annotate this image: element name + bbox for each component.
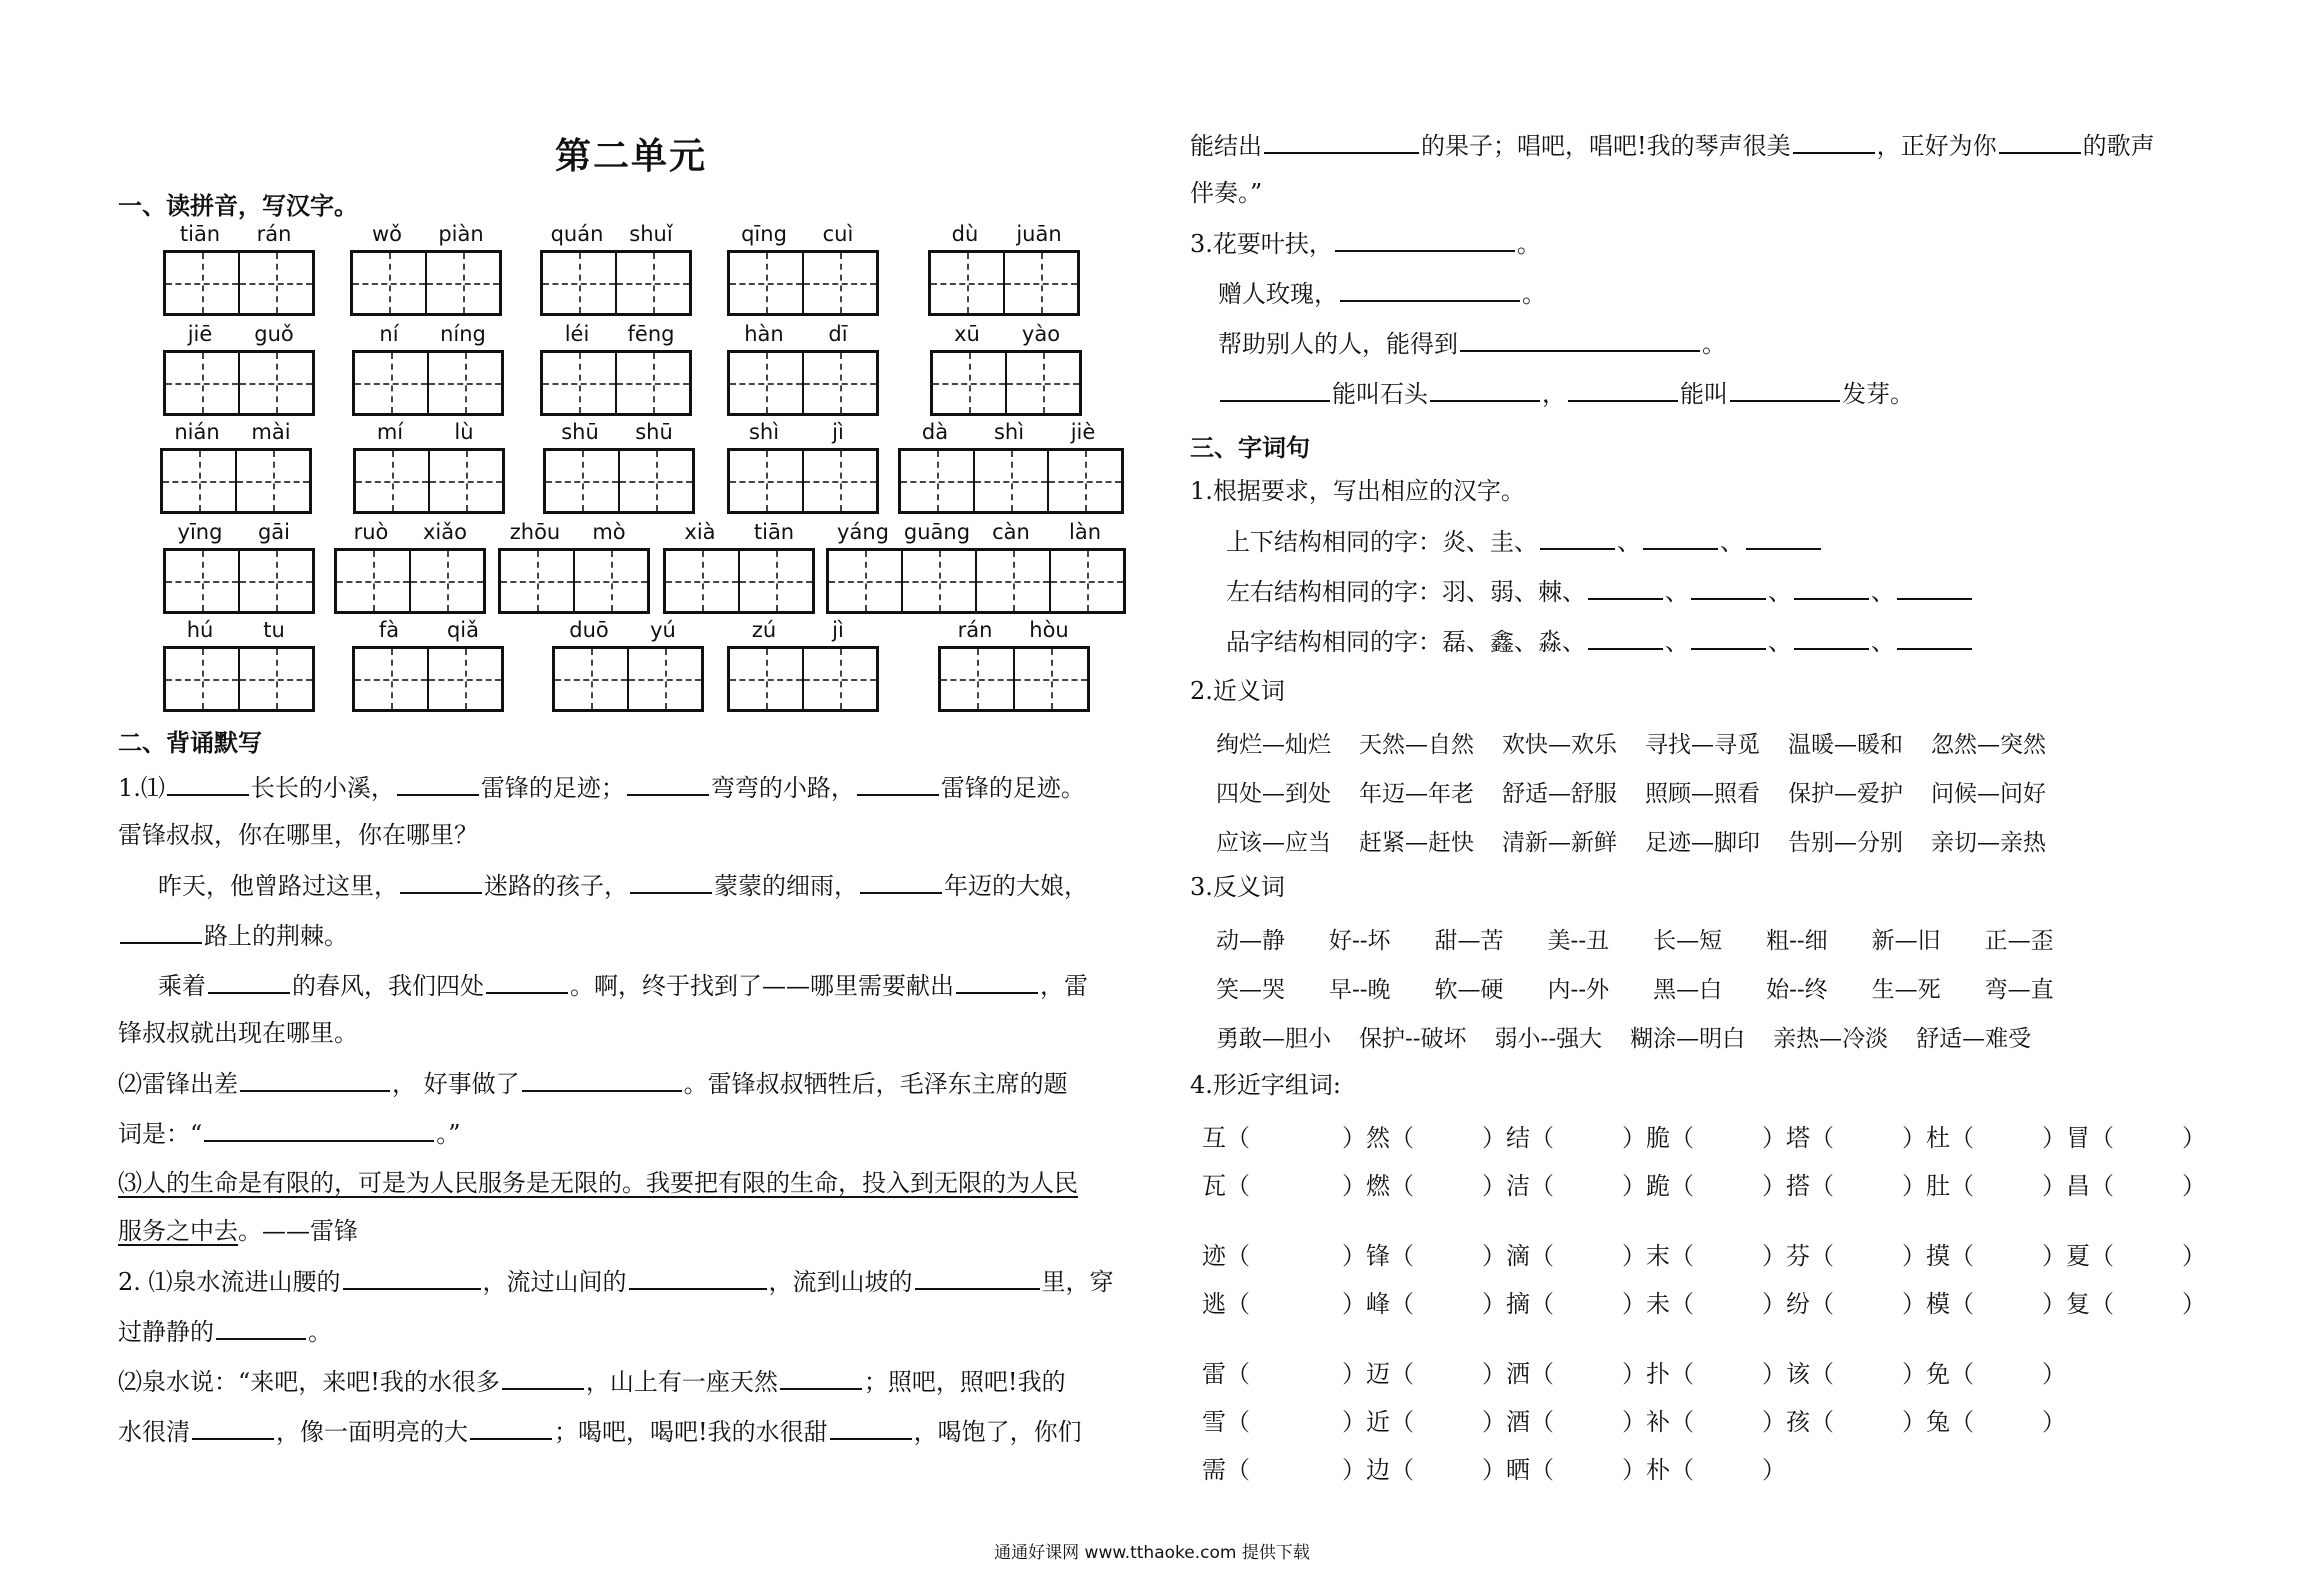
tian-zi-boxes[interactable] bbox=[826, 548, 1126, 614]
xingjin-cell: ）跪（ bbox=[1622, 1172, 1694, 1200]
zici-q1c: 品字结构相同的字：磊、鑫、淼、 、 、 、 bbox=[1226, 626, 1974, 657]
antonym-pair: 舒适—难受 bbox=[1916, 1026, 2032, 1052]
antonym-pair: 软—硬 bbox=[1434, 977, 1504, 1003]
tian-zi-box[interactable] bbox=[166, 253, 240, 313]
zici-q1b: 左右结构相同的字：羽、弱、棘、 、 、 、 bbox=[1226, 576, 1974, 607]
tian-zi-box[interactable] bbox=[430, 451, 502, 511]
synonym-pair: 年迈—年老 bbox=[1359, 781, 1474, 807]
xingjin-cell: ） bbox=[2182, 1242, 2206, 1270]
antonym-pair: 弱小--强大 bbox=[1494, 1026, 1603, 1052]
synonym-row bbox=[1216, 775, 2074, 808]
xingjin-cell: 需（ bbox=[1202, 1456, 1250, 1484]
pinyin-syllable: xià bbox=[684, 520, 716, 544]
pinyin-syllable: mài bbox=[251, 420, 291, 444]
synonym-pair: 应该—应当 bbox=[1216, 830, 1331, 856]
pinyin-syllable: jì bbox=[832, 618, 844, 642]
pinyin-syllable: juān bbox=[1016, 222, 1062, 246]
tian-zi-box[interactable] bbox=[829, 551, 903, 611]
xingjin-cell: ）酒（ bbox=[1482, 1408, 1554, 1436]
tian-zi-box[interactable] bbox=[804, 451, 876, 511]
tian-zi-box[interactable] bbox=[804, 353, 876, 413]
xingjin-cell: ）昌（ bbox=[2042, 1172, 2114, 1200]
xingjin-cell: ）纷（ bbox=[1762, 1290, 1834, 1318]
tian-zi-box[interactable] bbox=[666, 551, 740, 611]
synonym-pair: 四处—到处 bbox=[1216, 781, 1331, 807]
tian-zi-box[interactable] bbox=[429, 353, 501, 413]
zici-q1a: 上下结构相同的字：炎、圭、 、 、 bbox=[1226, 526, 1823, 557]
antonym-pair: 内--外 bbox=[1547, 977, 1610, 1003]
tian-zi-boxes[interactable] bbox=[552, 646, 704, 712]
tian-zi-box[interactable] bbox=[501, 551, 575, 611]
synonym-pair: 绚烂—灿烂 bbox=[1216, 732, 1331, 758]
right-line-5: 帮助别人的人，能得到 。 bbox=[1218, 330, 1726, 358]
tian-zi-box[interactable] bbox=[240, 551, 312, 611]
antonym-pair: 新—旧 bbox=[1871, 928, 1941, 954]
pinyin-syllable: càn bbox=[992, 520, 1030, 544]
pinyin-syllable: fà bbox=[378, 618, 400, 642]
pinyin-syllable: dī bbox=[828, 322, 848, 346]
xingjin-cell: ）摘（ bbox=[1482, 1290, 1554, 1318]
section1-heading: 一、读拼音，写汉字。 bbox=[118, 191, 358, 220]
xingjin-cell: ）洁（ bbox=[1482, 1172, 1554, 1200]
tian-zi-box[interactable] bbox=[804, 253, 876, 313]
antonym-pair: 长—短 bbox=[1653, 928, 1723, 954]
pinyin-syllable: gāi bbox=[257, 520, 291, 544]
pinyin-syllable: shū bbox=[635, 420, 673, 444]
tian-zi-boxes[interactable] bbox=[938, 646, 1090, 712]
pinyin-syllable: shū bbox=[561, 420, 599, 444]
right-line-2: 伴奏。” bbox=[1190, 179, 1263, 207]
xingjin-cell: ）复（ bbox=[2042, 1290, 2114, 1318]
xingjin-heading: 4.形近字组词: bbox=[1190, 1071, 1341, 1099]
pinyin-syllable: guǒ bbox=[254, 322, 294, 346]
tian-zi-box[interactable] bbox=[941, 649, 1015, 709]
antonym-pair: 始--终 bbox=[1766, 977, 1828, 1003]
antonym-pair: 黑—白 bbox=[1653, 977, 1723, 1003]
pinyin-syllable: hòu bbox=[1029, 618, 1069, 642]
xingjin-cell: ）峰（ bbox=[1342, 1290, 1414, 1318]
xingjin-cell: ）孩（ bbox=[1762, 1408, 1834, 1436]
antonym-pair: 笑—哭 bbox=[1216, 977, 1285, 1003]
antonym-pair: 美--丑 bbox=[1547, 928, 1610, 954]
tian-zi-box[interactable] bbox=[543, 253, 617, 313]
pinyin-syllable: yú bbox=[650, 618, 676, 642]
xingjin-cell: ）脆（ bbox=[1622, 1124, 1694, 1152]
tian-zi-box[interactable] bbox=[356, 451, 430, 511]
tian-zi-box[interactable] bbox=[240, 353, 312, 413]
pinyin-syllable: léi bbox=[564, 322, 590, 346]
antonym-pair: 粗--细 bbox=[1766, 928, 1828, 954]
tian-zi-box[interactable] bbox=[975, 451, 1049, 511]
xingjin-cell: ） bbox=[2182, 1290, 2206, 1318]
pinyin-syllable: mò bbox=[592, 520, 626, 544]
pinyin-syllable: tiān bbox=[753, 520, 795, 544]
pinyin-syllable: dà bbox=[921, 420, 949, 444]
page-title: 第二单元 bbox=[555, 135, 708, 177]
xingjin-cell: ） bbox=[1762, 1456, 1786, 1484]
pinyin-syllable: rán bbox=[957, 618, 993, 642]
recite-line-10: 服务之中去。——雷锋 bbox=[118, 1217, 358, 1245]
xingjin-cell: ）塔（ bbox=[1762, 1124, 1834, 1152]
synonym-pair: 问候—问好 bbox=[1931, 781, 2046, 807]
pinyin-syllable: zhōu bbox=[509, 520, 561, 544]
tian-zi-box[interactable] bbox=[575, 551, 647, 611]
tian-zi-box[interactable] bbox=[931, 253, 1005, 313]
recite-line-1: 1.⑴ 长长的小溪， 雷锋的足迹； 弯弯的小路， 雷锋的足迹。 bbox=[118, 774, 1085, 802]
tian-zi-box[interactable] bbox=[240, 649, 312, 709]
pinyin-syllable: shì bbox=[748, 420, 780, 444]
tian-zi-box[interactable] bbox=[730, 451, 804, 511]
tian-zi-boxes[interactable] bbox=[163, 646, 315, 712]
recite-line-11: 2. ⑴泉水流进山腰的 ，流过山间的 ，流到山坡的 里，穿 bbox=[118, 1268, 1114, 1296]
pinyin-syllable: xiǎo bbox=[423, 520, 467, 544]
tian-zi-box[interactable] bbox=[240, 253, 312, 313]
antonym-pair: 好--坏 bbox=[1329, 928, 1391, 954]
recite-line-3: 昨天，他曾路过这里， 迷路的孩子， 蒙蒙的细雨， 年迈的大娘， bbox=[158, 872, 1088, 900]
tian-zi-box[interactable] bbox=[1007, 353, 1079, 413]
tian-zi-box[interactable] bbox=[804, 649, 876, 709]
zici-q1: 1.根据要求，写出相应的汉字。 bbox=[1190, 477, 1525, 505]
tian-zi-box[interactable] bbox=[555, 649, 629, 709]
tian-zi-box[interactable] bbox=[730, 353, 804, 413]
tian-zi-box[interactable] bbox=[730, 649, 804, 709]
tian-zi-box[interactable] bbox=[166, 551, 240, 611]
tian-zi-box[interactable] bbox=[1005, 253, 1077, 313]
pinyin-syllable: jiè bbox=[1070, 420, 1096, 444]
xingjin-cell: ）末（ bbox=[1622, 1242, 1694, 1270]
antonym-pair: 动—静 bbox=[1216, 928, 1285, 954]
xingjin-cell: ）兔（ bbox=[1902, 1408, 1974, 1436]
pinyin-syllable: tiān bbox=[179, 222, 221, 246]
xingjin-cell: ）夏（ bbox=[2042, 1242, 2114, 1270]
tian-zi-boxes[interactable] bbox=[160, 448, 312, 514]
tian-zi-boxes[interactable] bbox=[352, 350, 504, 416]
tian-zi-box[interactable] bbox=[355, 353, 429, 413]
pinyin-syllable: fēng bbox=[627, 322, 675, 346]
xingjin-cell: 瓦（ bbox=[1202, 1172, 1250, 1200]
pinyin-syllable: jì bbox=[832, 420, 844, 444]
tian-zi-box[interactable] bbox=[543, 353, 617, 413]
pinyin-syllable: yào bbox=[1021, 322, 1061, 346]
xingjin-cell: ） bbox=[2182, 1172, 2206, 1200]
tian-zi-box[interactable] bbox=[730, 253, 804, 313]
antonym-pair: 糊涂—明白 bbox=[1630, 1026, 1746, 1052]
tian-zi-box[interactable] bbox=[546, 451, 620, 511]
pinyin-syllable: shuǐ bbox=[629, 222, 673, 246]
xingjin-cell: ）肚（ bbox=[1902, 1172, 1974, 1200]
tian-zi-boxes[interactable] bbox=[352, 646, 504, 712]
pinyin-syllable: rán bbox=[256, 222, 292, 246]
pinyin-syllable: quán bbox=[550, 222, 604, 246]
pinyin-syllable: shì bbox=[993, 420, 1025, 444]
synonym-pair: 足迹—脚印 bbox=[1645, 830, 1760, 856]
xingjin-cell: ）结（ bbox=[1482, 1124, 1554, 1152]
synonym-pair: 赶紧—赶快 bbox=[1359, 830, 1474, 856]
pinyin-syllable: guāng bbox=[903, 520, 971, 544]
tian-zi-box[interactable] bbox=[429, 649, 501, 709]
tian-zi-box[interactable] bbox=[427, 253, 499, 313]
synonym-pair: 天然—自然 bbox=[1359, 732, 1474, 758]
recite-line-8: 词是：“ 。” bbox=[118, 1120, 461, 1148]
tian-zi-boxes[interactable] bbox=[353, 448, 505, 514]
antonym-pair: 生—死 bbox=[1871, 977, 1941, 1003]
synonym-row bbox=[1216, 824, 2074, 857]
recite-line-9: ⑶人的生命是有限的，可是为人民服务是无限的。我要把有限的生命，投入到无限的为人民 bbox=[118, 1169, 1078, 1197]
recite-line-7: ⑵雷锋出差 ， 好事做了 。雷锋叔叔牺牲后，毛泽东主席的题 bbox=[118, 1070, 1068, 1098]
tian-zi-box[interactable] bbox=[620, 451, 692, 511]
xingjin-cell: ）近（ bbox=[1342, 1408, 1414, 1436]
tian-zi-box[interactable] bbox=[163, 451, 237, 511]
xingjin-row bbox=[1202, 1236, 2304, 1271]
xingjin-cell: ）搭（ bbox=[1762, 1172, 1834, 1200]
xingjin-row bbox=[1202, 1450, 1902, 1485]
xingjin-cell: ）该（ bbox=[1762, 1360, 1834, 1388]
tian-zi-boxes[interactable] bbox=[163, 548, 315, 614]
xingjin-cell: ）摸（ bbox=[1902, 1242, 1974, 1270]
pinyin-syllable: zú bbox=[751, 618, 777, 642]
xingjin-cell: ）洒（ bbox=[1482, 1360, 1554, 1388]
antonym-heading: 3.反义词 bbox=[1190, 873, 1285, 901]
tian-zi-boxes[interactable] bbox=[163, 350, 315, 416]
xingjin-cell: ）燃（ bbox=[1342, 1172, 1414, 1200]
right-line-6: 能叫石头 ， 能叫 发芽。 bbox=[1218, 378, 1914, 409]
tian-zi-boxes[interactable] bbox=[498, 548, 650, 614]
pinyin-syllable: hú bbox=[186, 618, 214, 642]
synonym-pair: 欢快—欢乐 bbox=[1502, 732, 1617, 758]
tian-zi-box[interactable] bbox=[166, 649, 240, 709]
tian-zi-box[interactable] bbox=[629, 649, 701, 709]
tian-zi-box[interactable] bbox=[166, 353, 240, 413]
synonym-pair: 清新—新鲜 bbox=[1502, 830, 1617, 856]
antonym-row bbox=[1216, 922, 2098, 955]
tian-zi-box[interactable] bbox=[977, 551, 1051, 611]
xingjin-cell: ）冒（ bbox=[2042, 1124, 2114, 1152]
xingjin-cell: ）未（ bbox=[1622, 1290, 1694, 1318]
xingjin-cell: ） bbox=[2042, 1360, 2066, 1388]
pinyin-syllable: hàn bbox=[744, 322, 784, 346]
xingjin-cell: ）杜（ bbox=[1902, 1124, 1974, 1152]
xingjin-cell: ）模（ bbox=[1902, 1290, 1974, 1318]
antonym-pair: 亲热—冷淡 bbox=[1773, 1026, 1889, 1052]
pinyin-syllable: ruò bbox=[353, 520, 389, 544]
pinyin-syllable: ní bbox=[379, 322, 399, 346]
synonym-pair: 忽然—突然 bbox=[1931, 732, 2046, 758]
tian-zi-box[interactable] bbox=[411, 551, 483, 611]
tian-zi-boxes[interactable] bbox=[540, 250, 692, 316]
right-line-3: 3.花要叶扶， 。 bbox=[1190, 230, 1541, 258]
recite-line-5: 乘着 的春风，我们四处 。啊，终于找到了——哪里需要献出 ，雷 bbox=[158, 972, 1088, 1000]
pinyin-syllable: duō bbox=[569, 618, 609, 642]
tian-zi-boxes[interactable] bbox=[163, 250, 315, 316]
synonym-pair: 寻找—寻觅 bbox=[1645, 732, 1760, 758]
section2-heading: 二、背诵默写 bbox=[118, 728, 262, 757]
pinyin-syllable: mí bbox=[376, 420, 404, 444]
xingjin-cell: ） bbox=[2182, 1124, 2206, 1152]
xingjin-cell: ）锋（ bbox=[1342, 1242, 1414, 1270]
tian-zi-boxes[interactable] bbox=[540, 350, 692, 416]
tian-zi-boxes[interactable] bbox=[543, 448, 695, 514]
pinyin-syllable: dù bbox=[951, 222, 979, 246]
xingjin-row bbox=[1202, 1166, 2304, 1201]
pinyin-syllable: yīng bbox=[177, 520, 223, 544]
synonym-pair: 舒适—舒服 bbox=[1502, 781, 1617, 807]
tian-zi-box[interactable] bbox=[617, 353, 689, 413]
xingjin-row bbox=[1202, 1118, 2304, 1153]
xingjin-cell: ）然（ bbox=[1342, 1124, 1414, 1152]
xingjin-row bbox=[1202, 1354, 2182, 1389]
tian-zi-box[interactable] bbox=[1049, 451, 1121, 511]
pinyin-syllable: piàn bbox=[438, 222, 484, 246]
tian-zi-box[interactable] bbox=[353, 253, 427, 313]
pinyin-syllable: qīng bbox=[741, 222, 787, 246]
antonym-pair: 甜—苦 bbox=[1434, 928, 1504, 954]
xingjin-row bbox=[1202, 1402, 2182, 1437]
pinyin-syllable: xū bbox=[954, 322, 980, 346]
pinyin-syllable: jiē bbox=[187, 322, 213, 346]
xingjin-cell: ）芬（ bbox=[1762, 1242, 1834, 1270]
antonym-pair: 正—歪 bbox=[1984, 928, 2054, 954]
recite-line-4: 路上的荆棘。 bbox=[118, 920, 348, 951]
tian-zi-boxes[interactable] bbox=[334, 548, 486, 614]
pinyin-syllable: wǒ bbox=[371, 222, 403, 246]
synonym-pair: 告别—分别 bbox=[1788, 830, 1903, 856]
tian-zi-boxes[interactable] bbox=[898, 448, 1124, 514]
tian-zi-box[interactable] bbox=[1015, 649, 1087, 709]
xingjin-cell: ）迈（ bbox=[1342, 1360, 1414, 1388]
tian-zi-box[interactable] bbox=[901, 451, 975, 511]
tian-zi-boxes[interactable] bbox=[727, 250, 879, 316]
synonym-pair: 照顾—照看 bbox=[1645, 781, 1760, 807]
xingjin-cell: ）晒（ bbox=[1482, 1456, 1554, 1484]
tian-zi-box[interactable] bbox=[903, 551, 977, 611]
synonym-pair: 温暖—暖和 bbox=[1788, 732, 1903, 758]
xingjin-row bbox=[1202, 1284, 2304, 1319]
section3-heading: 三、字词句 bbox=[1190, 433, 1310, 462]
antonym-pair: 勇敢—胆小 bbox=[1216, 1026, 1331, 1052]
tian-zi-box[interactable] bbox=[617, 253, 689, 313]
tian-zi-box[interactable] bbox=[933, 353, 1007, 413]
pinyin-syllable: tu bbox=[263, 618, 285, 642]
recite-line-6: 锋叔叔就出现在哪里。 bbox=[118, 1019, 358, 1047]
antonym-pair: 保护--破坏 bbox=[1359, 1026, 1467, 1052]
recite-line-12: 过静静的 。 bbox=[118, 1318, 332, 1346]
xingjin-cell: ）边（ bbox=[1342, 1456, 1414, 1484]
tian-zi-boxes[interactable] bbox=[727, 646, 879, 712]
recite-line-13: ⑵泉水说：“来吧，来吧!我的水很多 ，山上有一座天然 ；照吧，照吧!我的 bbox=[118, 1368, 1066, 1396]
right-line-4: 赠人玫瑰， 。 bbox=[1218, 280, 1546, 308]
xingjin-cell: 雪（ bbox=[1202, 1408, 1250, 1436]
antonym-pair: 弯—直 bbox=[1984, 977, 2054, 1003]
xingjin-cell: 迹（ bbox=[1202, 1242, 1250, 1270]
tian-zi-box[interactable] bbox=[355, 649, 429, 709]
xingjin-cell: ） bbox=[2042, 1408, 2066, 1436]
pinyin-syllable: nián bbox=[174, 420, 220, 444]
tian-zi-boxes[interactable] bbox=[727, 350, 879, 416]
synonym-heading: 2.近义词 bbox=[1190, 677, 1285, 705]
xingjin-cell: ）扑（ bbox=[1622, 1360, 1694, 1388]
xingjin-cell: 互（ bbox=[1202, 1124, 1250, 1152]
xingjin-cell: ）朴（ bbox=[1622, 1456, 1694, 1484]
pinyin-syllable: qiǎ bbox=[446, 618, 480, 642]
pinyin-syllable: làn bbox=[1068, 520, 1101, 544]
antonym-pair: 早--晚 bbox=[1329, 977, 1391, 1003]
pinyin-syllable: yáng bbox=[837, 520, 889, 544]
xingjin-cell: ）滴（ bbox=[1482, 1242, 1554, 1270]
tian-zi-box[interactable] bbox=[237, 451, 309, 511]
recite-line-14: 水很清 ，像一面明亮的大 ；喝吧，喝吧!我的水很甜 ，喝饱了，你们 bbox=[118, 1418, 1082, 1446]
xingjin-cell: ）补（ bbox=[1622, 1408, 1694, 1436]
right-line-1: 能结出 的果子；唱吧，唱吧!我的琴声很美 ，正好为你 的歌声 bbox=[1190, 132, 2155, 160]
tian-zi-boxes[interactable] bbox=[663, 548, 815, 614]
synonym-pair: 亲切—亲热 bbox=[1931, 830, 2046, 856]
xingjin-cell: 逃（ bbox=[1202, 1290, 1250, 1318]
tian-zi-boxes[interactable] bbox=[928, 250, 1080, 316]
tian-zi-boxes[interactable] bbox=[930, 350, 1082, 416]
synonym-pair: 保护—爱护 bbox=[1788, 781, 1903, 807]
xingjin-cell: 雷（ bbox=[1202, 1360, 1250, 1388]
pinyin-syllable: cuì bbox=[822, 222, 854, 246]
tian-zi-box[interactable] bbox=[1051, 551, 1123, 611]
tian-zi-boxes[interactable] bbox=[727, 448, 879, 514]
tian-zi-box[interactable] bbox=[337, 551, 411, 611]
antonym-row bbox=[1216, 971, 2098, 1004]
antonym-row bbox=[1216, 1020, 2059, 1053]
xingjin-cell: ）免（ bbox=[1902, 1360, 1974, 1388]
tian-zi-box[interactable] bbox=[740, 551, 812, 611]
tian-zi-boxes[interactable] bbox=[350, 250, 502, 316]
pinyin-syllable: níng bbox=[440, 322, 486, 346]
synonym-row bbox=[1216, 726, 2074, 759]
footer-credit: 通通好课网 www.tthaoke.com 提供下载 bbox=[994, 1543, 1310, 1563]
pinyin-syllable: lù bbox=[454, 420, 474, 444]
recite-line-2: 雷锋叔叔，你在哪里，你在哪里？ bbox=[118, 821, 478, 849]
